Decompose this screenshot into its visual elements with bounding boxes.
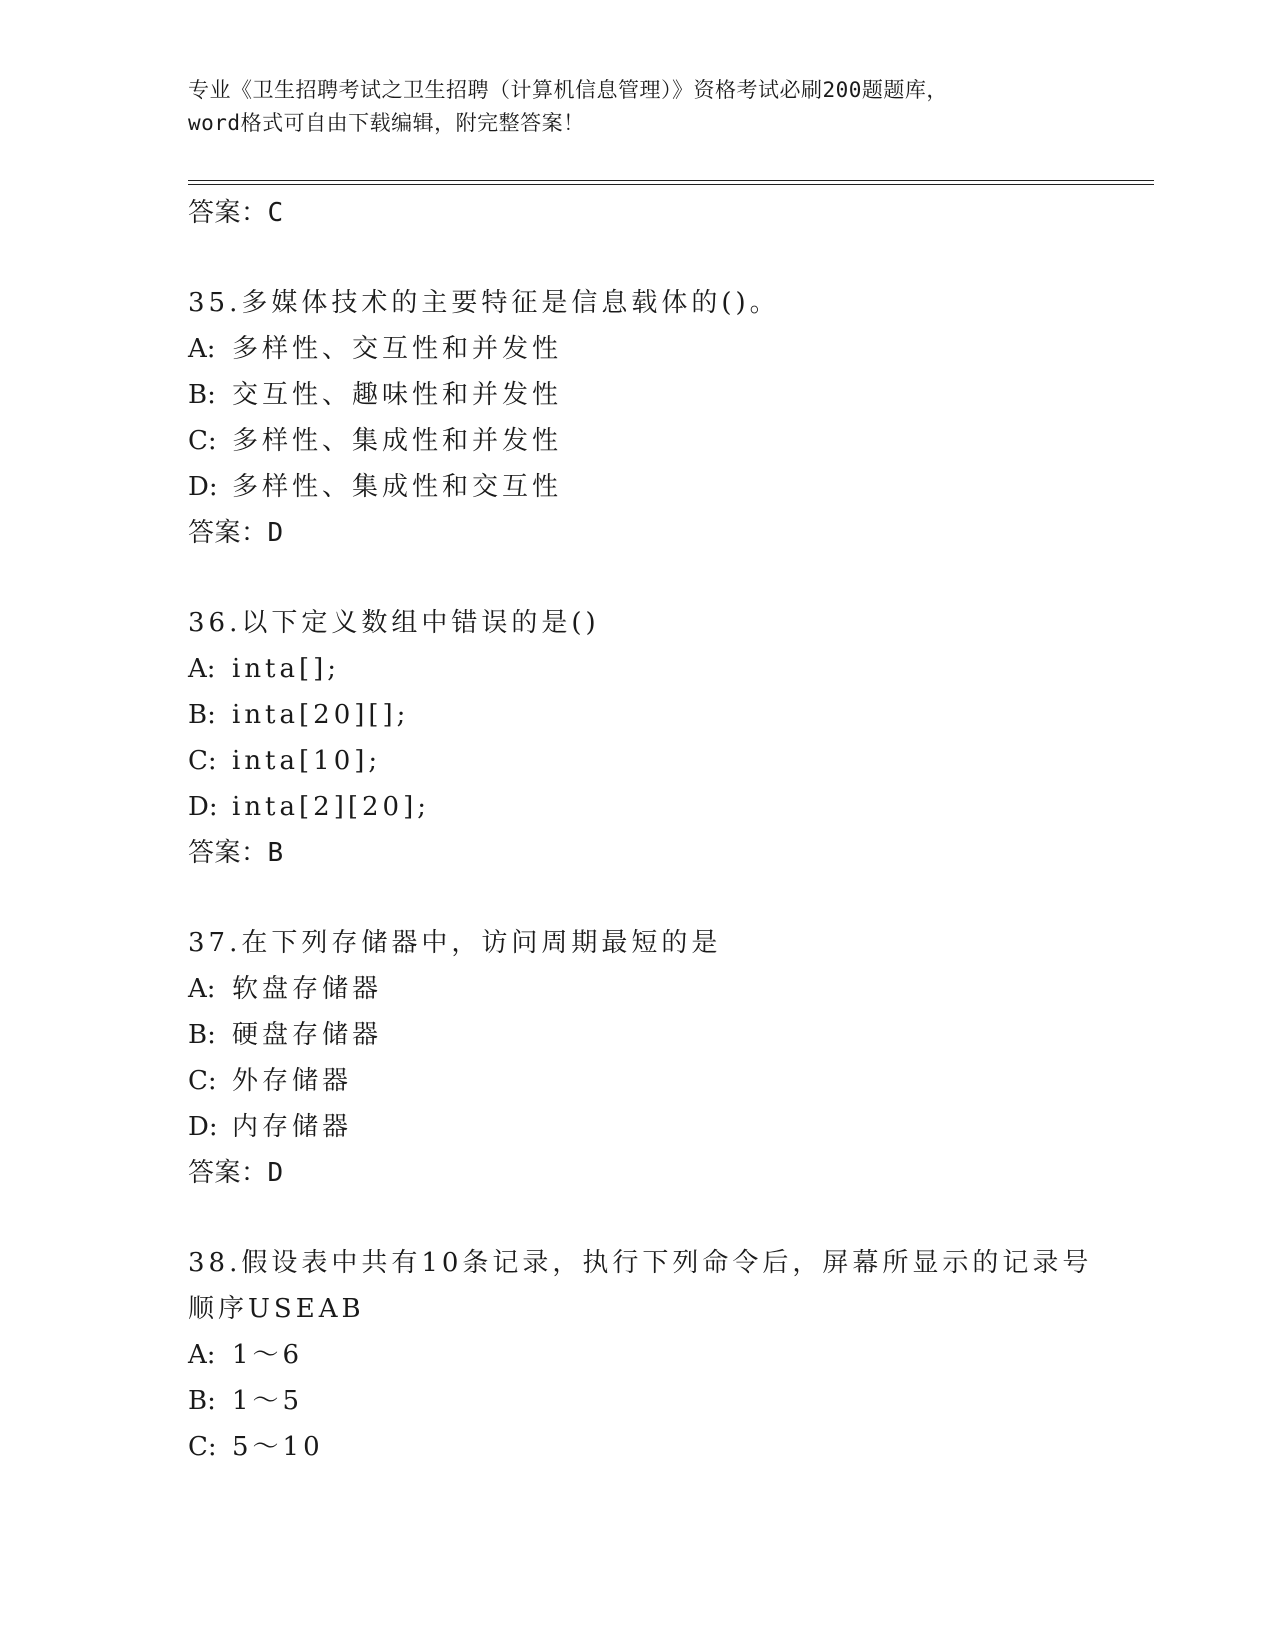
answer-line: 答案：B	[188, 838, 284, 868]
question-block	[188, 280, 1108, 600]
question-option	[188, 418, 1108, 464]
option-label: C:	[188, 1432, 217, 1462]
option-text: inta[10];	[232, 746, 382, 776]
question-option	[188, 784, 1108, 830]
header-line-1: 专业《卫生招聘考试之卫生招聘（计算机信息管理）》资格考试必刷200题题库，	[188, 78, 948, 102]
option-text: inta[20][];	[232, 700, 410, 730]
option-text: 软盘存储器	[232, 974, 383, 1004]
option-label: C:	[188, 1066, 217, 1096]
option-text: 1～6	[232, 1340, 304, 1370]
option-label: B:	[188, 380, 216, 410]
question-option	[188, 1104, 1108, 1150]
option-label: C:	[188, 746, 217, 776]
option-label: A:	[188, 1340, 216, 1370]
option-label: B:	[188, 1386, 216, 1416]
header-line-2: word格式可自由下载编辑，附完整答案！	[188, 111, 585, 135]
option-label: D:	[188, 472, 218, 502]
question-option	[188, 1012, 1108, 1058]
question-title: 36.以下定义数组中错误的是()	[188, 608, 600, 638]
question-block	[188, 1240, 1108, 1470]
document-header	[188, 74, 1088, 140]
question-option	[188, 692, 1108, 738]
question-option	[188, 464, 1108, 510]
option-text: 多样性、集成性和并发性	[232, 426, 563, 456]
question-option	[188, 1378, 1108, 1424]
option-text: 1～5	[232, 1386, 304, 1416]
spacer	[188, 876, 1108, 920]
option-text: inta[2][20];	[232, 792, 430, 822]
question-block	[188, 920, 1108, 1240]
answer-line: 答案：C	[188, 198, 284, 228]
spacer	[188, 236, 1108, 280]
spacer	[188, 1196, 1108, 1240]
option-text: 多样性、交互性和并发性	[232, 334, 563, 364]
option-label: B:	[188, 1020, 216, 1050]
question-title: 37.在下列存储器中，访问周期最短的是	[188, 928, 722, 958]
option-label: A:	[188, 654, 216, 684]
option-text: inta[];	[232, 654, 341, 684]
question-title: 35.多媒体技术的主要特征是信息载体的()。	[188, 288, 780, 318]
option-label: A:	[188, 334, 216, 364]
header-divider-top	[188, 180, 1154, 181]
question-option	[188, 326, 1108, 372]
question-title-continuation: 顺序USEAB	[188, 1294, 365, 1324]
question-option	[188, 1332, 1108, 1378]
question-option	[188, 738, 1108, 784]
question-option	[188, 1058, 1108, 1104]
document-body	[188, 190, 1108, 1470]
question-option	[188, 1424, 1108, 1470]
question-block	[188, 600, 1108, 920]
option-label: D:	[188, 1112, 218, 1142]
option-text: 外存储器	[232, 1066, 353, 1096]
header-divider-bottom	[188, 184, 1154, 185]
option-label: C:	[188, 426, 217, 456]
option-text: 多样性、集成性和交互性	[232, 472, 563, 502]
spacer	[188, 556, 1108, 600]
option-label: B:	[188, 700, 216, 730]
option-text: 5～10	[232, 1432, 324, 1462]
question-option	[188, 646, 1108, 692]
question-option	[188, 372, 1108, 418]
option-text: 硬盘存储器	[232, 1020, 383, 1050]
answer-line: 答案：D	[188, 1158, 284, 1188]
option-label: D:	[188, 792, 218, 822]
option-label: A:	[188, 974, 216, 1004]
question-title: 38.假设表中共有10条记录，执行下列命令后，屏幕所显示的记录号	[188, 1248, 1093, 1278]
option-text: 交互性、趣味性和并发性	[232, 380, 563, 410]
question-option	[188, 966, 1108, 1012]
option-text: 内存储器	[232, 1112, 353, 1142]
answer-line: 答案：D	[188, 518, 284, 548]
